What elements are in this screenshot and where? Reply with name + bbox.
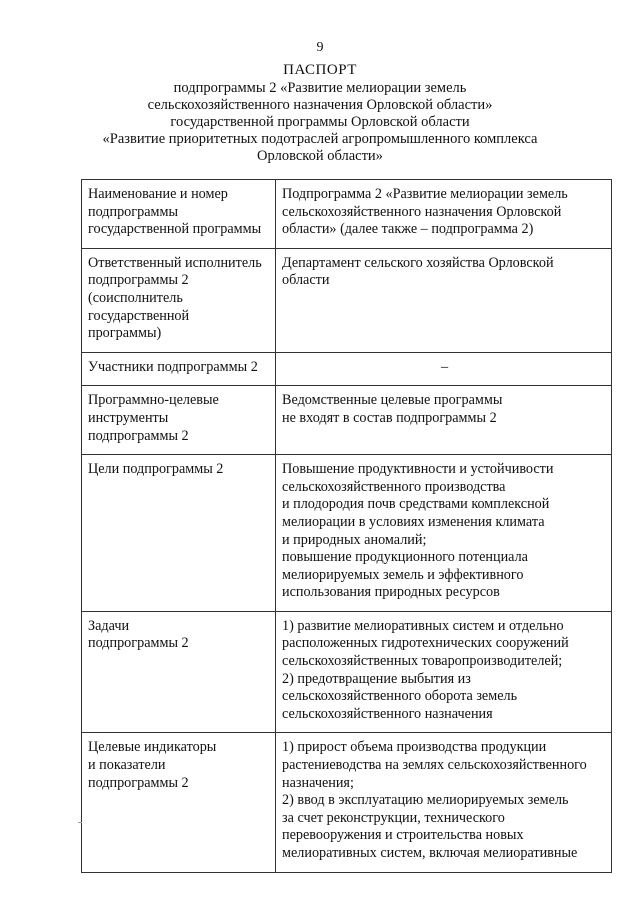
row-label-line: Ответственный исполнитель xyxy=(88,254,262,271)
heading-line: государственной программы Орловской области xyxy=(170,114,470,130)
page-number: 9 xyxy=(316,40,324,55)
row-label-line: подпрограммы xyxy=(88,203,178,220)
row-label-line: подпрограммы 2 xyxy=(88,635,189,652)
table-row xyxy=(82,352,612,386)
table-row xyxy=(82,180,612,249)
row-label-line: инструменты xyxy=(88,409,169,426)
row-value-line: сельскохозяйственного оборота земель xyxy=(282,688,518,705)
row-value-line: назначения; xyxy=(282,774,354,791)
row-value-line: области xyxy=(282,272,330,289)
passport-table xyxy=(81,179,612,873)
row-value-cell xyxy=(276,611,612,733)
row-label-line: Программно-целевые xyxy=(88,392,219,409)
heading-line: подпрограммы 2 «Развитие мелиорации земель xyxy=(173,80,467,96)
row-value-line: не входят в состав подпрограммы 2 xyxy=(282,409,497,426)
heading-line: Орловской области» xyxy=(257,148,383,164)
row-value-line: сельскохозяйственного производства xyxy=(282,478,506,495)
row-label-cell xyxy=(82,733,276,872)
passport-table-body xyxy=(82,180,612,873)
document-title: ПАСПОРТ xyxy=(283,62,357,78)
row-label-cell xyxy=(82,180,276,249)
table-row xyxy=(82,248,612,352)
row-label-cell xyxy=(82,248,276,352)
row-value-line: растениеводства на землях сельскохозяйственного xyxy=(282,757,587,774)
row-value-line: Департамент сельского хозяйства Орловской xyxy=(282,254,554,271)
row-value-line: Подпрограмма 2 «Развитие мелиорации земель xyxy=(282,186,568,202)
row-label-cell xyxy=(82,352,276,386)
row-label-line: программы) xyxy=(88,325,162,342)
row-value-line: сельскохозяйственного назначения Орловской xyxy=(282,203,562,220)
row-value-cell xyxy=(276,455,612,612)
row-value-line: 1) развитие мелиоративных систем и отдельно xyxy=(282,617,564,634)
table-row xyxy=(82,733,612,872)
row-label-line: подпрограммы 2 xyxy=(88,272,189,289)
row-label-line: подпрограммы 2 xyxy=(88,774,189,791)
row-label-line: Наименование и номер xyxy=(88,186,228,202)
row-value-line: за счет реконструкции, технического xyxy=(282,809,505,826)
row-label-line: государственной xyxy=(88,307,190,324)
margin-mark xyxy=(78,822,82,823)
document-heading xyxy=(60,62,580,165)
table-row xyxy=(82,386,612,455)
row-value-line: 2) предотвращение выбытия из xyxy=(282,670,471,687)
row-value-line: мелиорируемых земель и эффективного xyxy=(282,566,524,583)
row-value-cell xyxy=(276,733,612,872)
row-label-line: Цели подпрограммы 2 xyxy=(88,461,224,478)
row-value-cell xyxy=(276,386,612,455)
row-value-line: Ведомственные целевые программы xyxy=(282,392,503,409)
row-label-line: Задачи xyxy=(88,617,130,634)
row-value-line: области» (далее также – подпрограмма 2) xyxy=(282,221,534,238)
row-value-cell xyxy=(276,248,612,352)
row-label-line: Участники подпрограммы 2 xyxy=(88,358,258,375)
row-value-line: использования природных ресурсов xyxy=(282,584,500,601)
row-label-line: и показатели xyxy=(88,757,166,774)
row-value-line: и природных аномалий; xyxy=(282,531,427,548)
row-value-cell xyxy=(276,180,612,249)
row-value-line: Повышение продуктивности и устойчивости xyxy=(282,461,554,478)
row-label-line: государственной программы xyxy=(88,221,262,238)
table-row xyxy=(82,455,612,612)
row-value-line: 2) ввод в эксплуатацию мелиорируемых земель xyxy=(282,792,569,809)
row-value-line: и плодородия почв средствами комплексной xyxy=(282,496,550,513)
row-label-line: (соисполнитель xyxy=(88,289,183,306)
row-value-line: мелиорации в условиях изменения климата xyxy=(282,513,545,530)
row-label-cell xyxy=(82,611,276,733)
row-value-line: расположенных гидротехнических сооружений xyxy=(282,635,569,652)
row-value-line: повышение продукционного потенциала xyxy=(282,549,528,566)
row-label-line: подпрограммы 2 xyxy=(88,427,189,444)
table-row xyxy=(82,611,612,733)
row-value-line: сельскохозяйственного назначения xyxy=(282,705,493,722)
row-value-line: 1) прирост объема производства продукции xyxy=(282,739,547,756)
row-value-line: сельскохозяйственных товаропроизводителей; xyxy=(282,653,563,670)
row-value-line: перевооружения и строительства новых xyxy=(282,827,524,844)
row-label-cell xyxy=(82,386,276,455)
row-label-line: Целевые индикаторы xyxy=(88,739,217,756)
heading-line: сельскохозяйственного назначения Орловской области» xyxy=(147,97,493,113)
row-value-line: – xyxy=(440,358,449,375)
row-label-cell xyxy=(82,455,276,612)
row-value-cell xyxy=(276,352,612,386)
row-value-line: мелиоративных систем, включая мелиоративные xyxy=(282,845,578,861)
heading-line: «Развитие приоритетных подотраслей агропромышленного комплекса xyxy=(102,131,538,147)
